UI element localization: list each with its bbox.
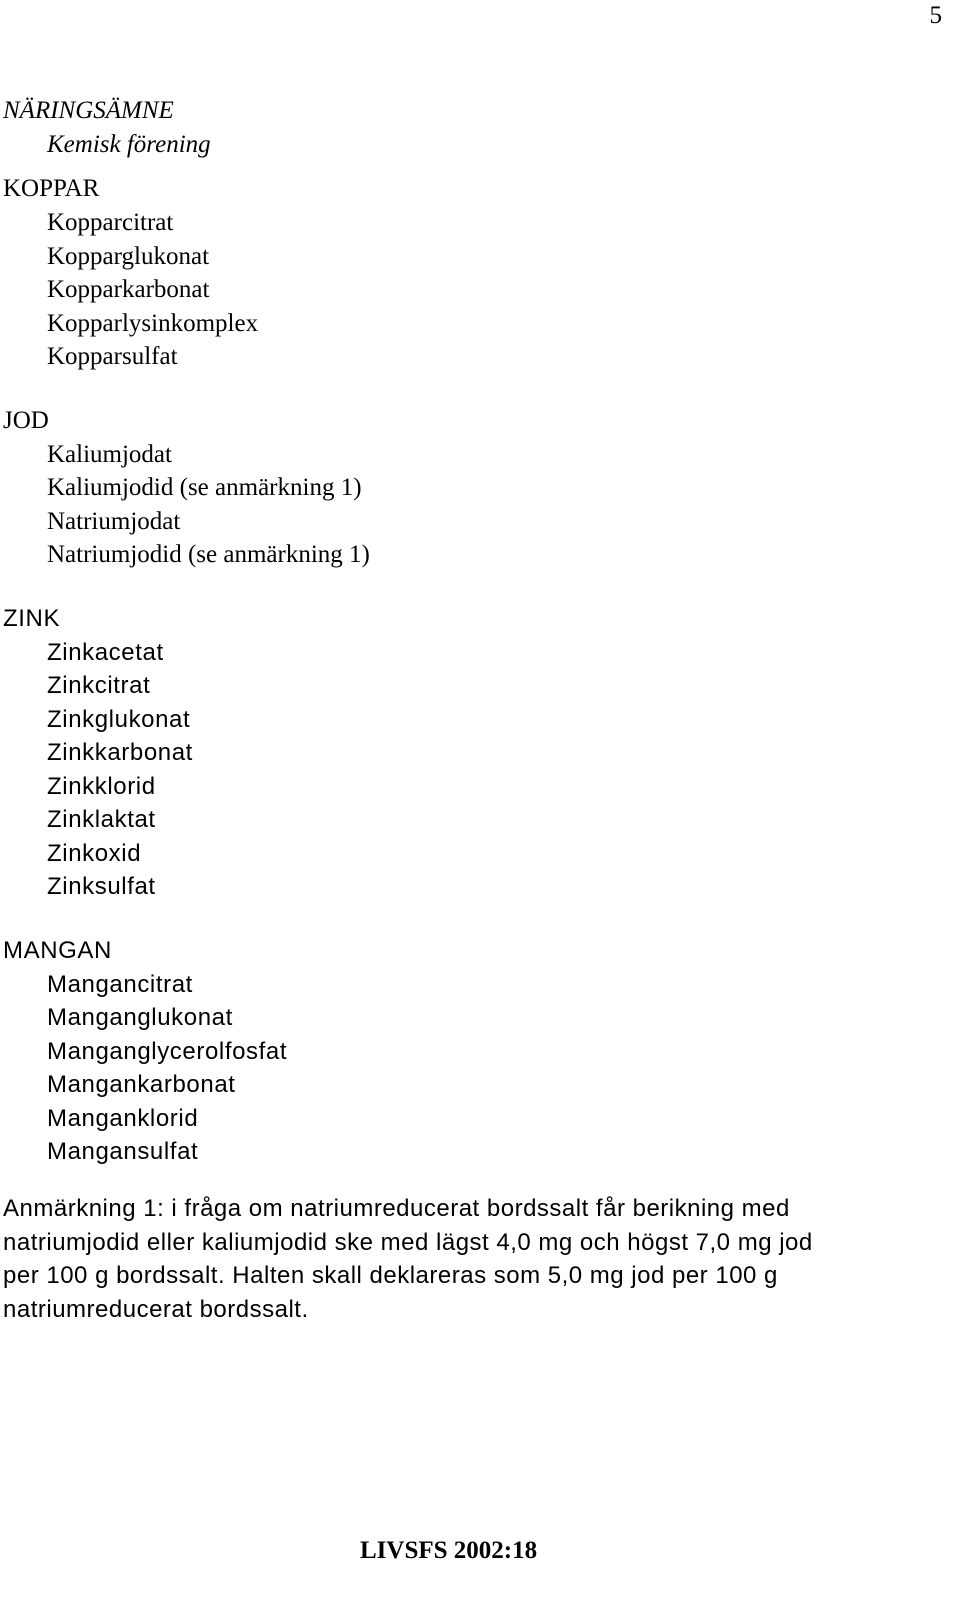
list-item: Zinkcitrat xyxy=(47,672,151,699)
footnote-line: natriumjodid eller kaliumjodid ske med lägst 4,0 mg och högst 7,0 mg jod xyxy=(3,1228,813,1256)
list-item: Manganglycerolfosfat xyxy=(47,1037,288,1065)
nutrient-group-mangan xyxy=(3,934,943,1169)
list-item: Zinkacetat xyxy=(47,638,164,666)
list-item: Zinkklorid xyxy=(47,772,156,800)
document-reference-footer: LIVSFS 2002:18 xyxy=(360,1537,538,1564)
list-item: Natriumjodat xyxy=(47,507,181,535)
list-item: Manganglukonat xyxy=(47,1004,233,1031)
footnote-line: Anmärkning 1: i fråga om natriumreducerat bordssalt får berikning med xyxy=(3,1195,790,1222)
list-item: Kopparcitrat xyxy=(47,209,174,236)
list-item: Mangansulfat xyxy=(47,1138,199,1165)
list-item: Zinkkarbonat xyxy=(47,739,193,766)
nutrient-group-zink xyxy=(3,602,943,904)
list-item: Kopparkarbonat xyxy=(47,276,210,303)
footnote-line: per 100 g bordssalt. Halten skall deklareras som 5,0 mg jod per 100 g xyxy=(3,1262,778,1289)
nutrient-group-koppar xyxy=(3,172,943,374)
column-heading-nutrient: NÄRINGSÄMNE xyxy=(3,97,174,124)
list-item: Mangancitrat xyxy=(47,970,193,998)
list-item: Natriumjodid (se anmärkning 1) xyxy=(47,541,370,568)
list-item: Kopparlysinkomplex xyxy=(47,309,259,337)
list-item: Zinksulfat xyxy=(47,873,156,900)
list-item: Kopparglukonat xyxy=(47,242,210,270)
list-item: Zinklaktat xyxy=(47,806,156,833)
list-item: Kaliumjodat xyxy=(47,440,172,468)
list-item: Kaliumjodid (se anmärkning 1) xyxy=(47,474,362,501)
group-title: KOPPAR xyxy=(3,175,100,202)
footnote-remark xyxy=(3,1192,903,1326)
list-item: Mangankarbonat xyxy=(47,1071,236,1098)
list-item: Manganklorid xyxy=(47,1104,199,1132)
list-item: Kopparsulfat xyxy=(47,343,178,370)
page-number: 5 xyxy=(929,2,942,29)
footnote-line: natriumreducerat bordssalt. xyxy=(3,1295,309,1323)
group-title: JOD xyxy=(3,406,49,434)
document-body xyxy=(3,94,943,1199)
column-heading-compound: Kemisk förening xyxy=(47,131,211,158)
nutrient-group-jod xyxy=(3,404,943,572)
list-item: Zinkoxid xyxy=(47,839,142,867)
group-title: ZINK xyxy=(3,604,61,632)
list-item: Zinkglukonat xyxy=(47,705,191,733)
group-title: MANGAN xyxy=(3,936,112,964)
